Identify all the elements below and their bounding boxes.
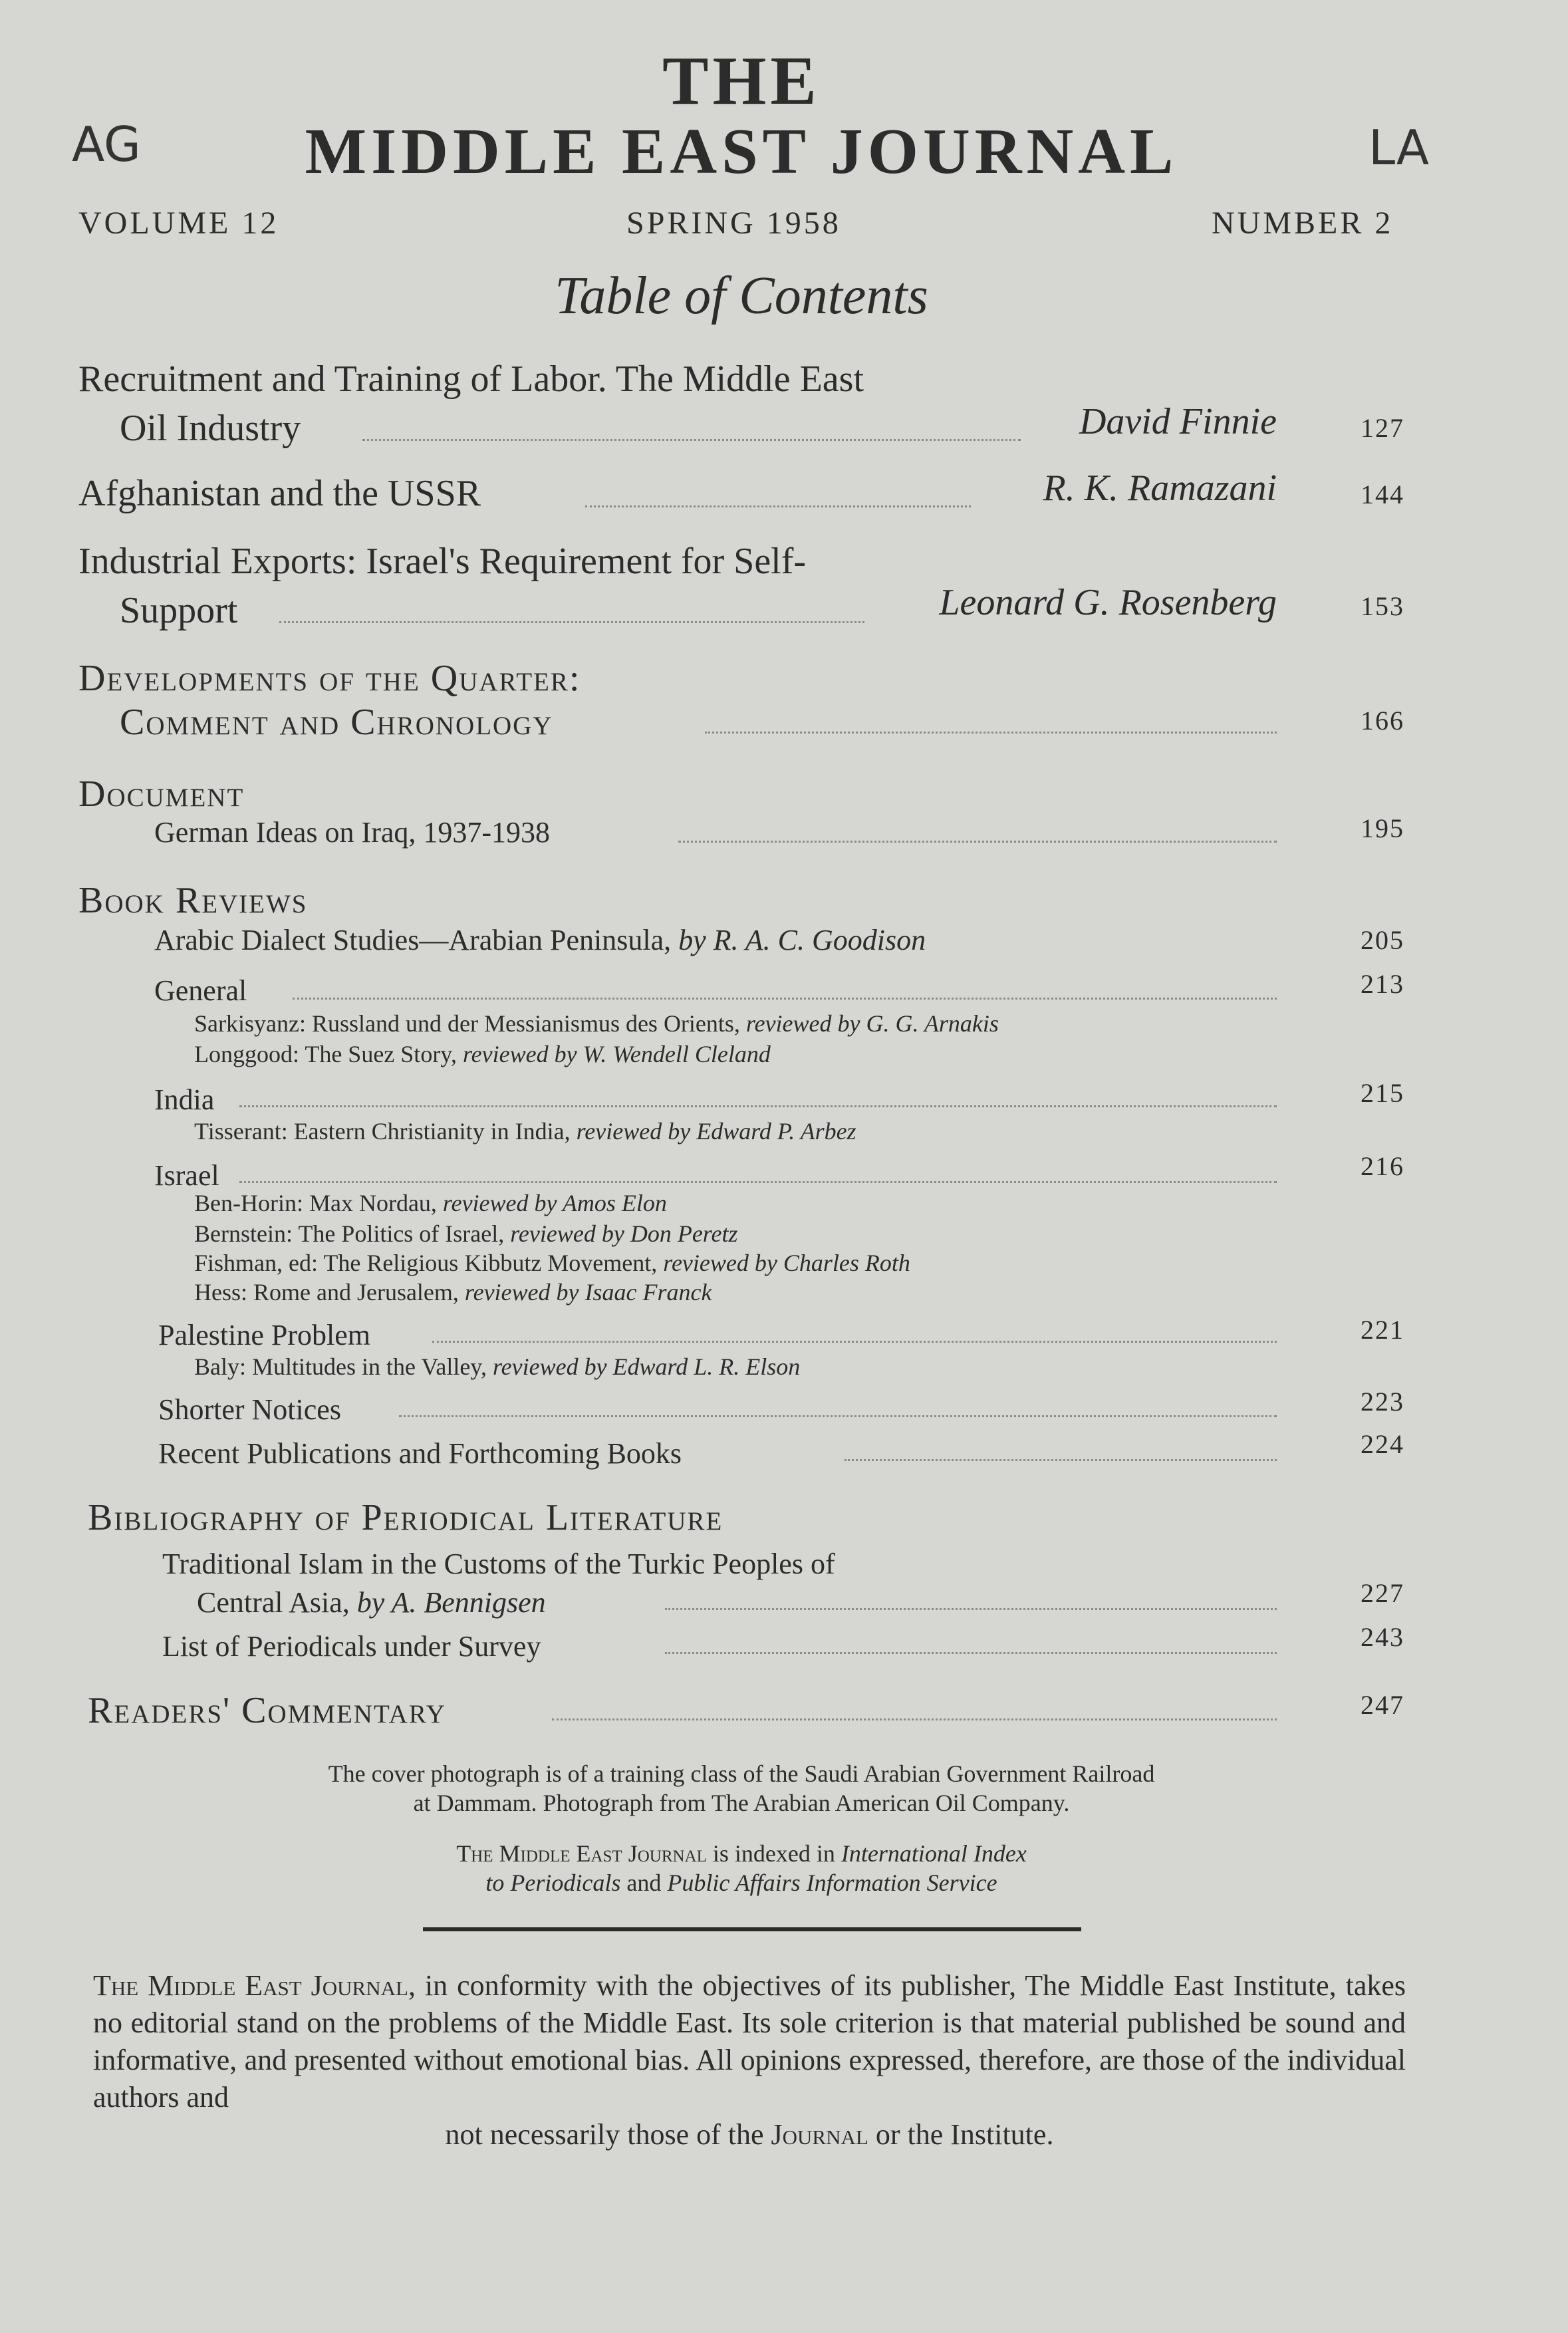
bibliography-item1-author: by A. Bennigsen <box>356 1586 546 1619</box>
reviewer: reviewed by Don Peretz <box>510 1220 738 1247</box>
article-2-title: Afghanistan and the USSR <box>78 473 481 514</box>
journal-name: The Middle East Journal <box>456 1840 707 1867</box>
india-label: India <box>154 1083 215 1116</box>
india-page: 215 <box>1361 1078 1404 1108</box>
bibliography-item1-page: 227 <box>1361 1578 1404 1608</box>
document-heading: Document <box>78 773 245 815</box>
journal-name: The Middle East Journal, <box>93 1969 416 2002</box>
bibliography-heading: Bibliography of Periodical Literature <box>88 1497 723 1538</box>
article-1-title-line1: Recruitment and Training of Labor. The Middle East <box>78 358 864 400</box>
review-text: Sarkisyanz: Russland und der Messianismus des Orients, <box>194 1010 740 1037</box>
arabic-dialect-title: Arabic Dialect Studies—Arabian Peninsula, <box>154 924 672 956</box>
leader-dots <box>705 732 1277 734</box>
review-line <box>194 1278 712 1306</box>
reviewer: reviewed by G. G. Arnakis <box>745 1010 999 1037</box>
leader-dots <box>665 1608 1277 1610</box>
document-page: 195 <box>1361 813 1404 843</box>
leader-dots <box>678 841 1277 843</box>
bibliography-item1-line1: Traditional Islam in the Customs of the Turkic Peoples of <box>162 1548 835 1580</box>
index-note-text: is indexed in <box>712 1840 835 1867</box>
developments-heading-line1: Developments of the Quarter: <box>78 658 581 699</box>
book-reviews-heading: Book Reviews <box>78 880 308 921</box>
article-1-author: David Finnie <box>1079 401 1277 442</box>
reviewer: reviewed by Charles Roth <box>663 1250 910 1276</box>
index-note-text: and <box>626 1869 662 1896</box>
masthead-the: THE <box>662 43 821 119</box>
review-line <box>194 1117 856 1145</box>
index-name: Public Affairs Information Service <box>667 1869 997 1896</box>
general-page: 213 <box>1361 969 1404 999</box>
index-name: International Index <box>841 1840 1027 1867</box>
divider-rule <box>423 1927 1081 1931</box>
leader-dots <box>239 1181 1277 1183</box>
reviewer: reviewed by Edward L. R. Elson <box>492 1353 801 1380</box>
bibliography-item1-text: Central Asia, <box>197 1586 350 1619</box>
cover-note-line2: at Dammam. Photograph from The Arabian American Oil Company. <box>413 1790 1070 1816</box>
review-text: Fishman, ed: The Religious Kibbutz Movement, <box>194 1250 658 1276</box>
editorial-policy <box>93 1967 1406 2153</box>
leader-dots <box>293 998 1277 1000</box>
toc-title: Table of Contents <box>555 267 928 325</box>
developments-heading-line2: Comment and Chronology <box>120 702 553 743</box>
readers-commentary-heading: Readers' Commentary <box>88 1690 446 1731</box>
review-text: Baly: Multitudes in the Valley, <box>194 1353 487 1380</box>
recent-publications-page: 224 <box>1361 1429 1404 1459</box>
index-note-line2 <box>0 1869 1483 1897</box>
season-label: SPRING 1958 <box>626 206 841 241</box>
article-3-title-line1: Industrial Exports: Israel's Requirement for Self- <box>78 541 807 582</box>
arabic-dialect-author: by R. A. C. Goodison <box>678 924 926 956</box>
leader-dots <box>665 1652 1277 1654</box>
number-label: NUMBER 2 <box>1212 206 1394 241</box>
israel-page: 216 <box>1361 1151 1404 1181</box>
recent-publications-label: Recent Publications and Forthcoming Books <box>158 1437 682 1470</box>
palestine-page: 221 <box>1361 1315 1404 1345</box>
review-text: Longgood: The Suez Story, <box>194 1041 457 1067</box>
review-line <box>194 1010 999 1037</box>
bibliography-item2: List of Periodicals under Survey <box>162 1630 541 1663</box>
reviewer: reviewed by W. Wendell Cleland <box>462 1041 771 1067</box>
policy-text: not necessarily those of the <box>445 2118 764 2151</box>
review-line <box>194 1220 737 1248</box>
policy-body: in conformity with the objectives of its publisher, The Middle East Institute, takes no editorial stand on the problems of the Middle East. Its sole criterion is that material published be sound and informative, and presented without emotional bias. All opinions expressed, therefore, are those of the individual authors and <box>93 1969 1406 2114</box>
leader-dots <box>399 1415 1277 1417</box>
article-1-title-line2: Oil Industry <box>120 408 301 449</box>
review-text: Tisserant: Eastern Christianity in India, <box>194 1118 571 1145</box>
policy-text: or the Institute. <box>875 2118 1054 2151</box>
reviewer: reviewed by Isaac Franck <box>464 1279 712 1305</box>
israel-label: Israel <box>154 1159 219 1192</box>
article-2-page: 144 <box>1361 480 1404 509</box>
leader-dots <box>432 1341 1277 1343</box>
review-line <box>194 1353 800 1381</box>
handwritten-mark-right: LA <box>1369 120 1430 176</box>
masthead-title: MIDDLE EAST JOURNAL <box>305 116 1178 188</box>
review-text: Bernstein: The Politics of Israel, <box>194 1220 505 1247</box>
leader-dots <box>239 1105 1277 1107</box>
article-1-page: 127 <box>1361 413 1404 443</box>
leader-dots <box>552 1718 1277 1720</box>
review-line <box>194 1040 771 1068</box>
leader-dots <box>585 505 971 507</box>
article-3-page: 153 <box>1361 591 1404 621</box>
article-3-author: Leonard G. Rosenberg <box>939 582 1277 623</box>
review-line <box>194 1249 910 1277</box>
document-item: German Ideas on Iraq, 1937-1938 <box>154 816 551 849</box>
index-note-line1 <box>0 1840 1483 1867</box>
index-name: to Periodicals <box>485 1869 621 1896</box>
arabic-dialect-entry <box>154 923 926 957</box>
palestine-label: Palestine Problem <box>158 1319 370 1351</box>
article-3-title-line2: Support <box>120 590 238 631</box>
general-label: General <box>154 974 247 1007</box>
shorter-notices-label: Shorter Notices <box>158 1393 341 1426</box>
shorter-notices-page: 223 <box>1361 1387 1404 1417</box>
readers-commentary-page: 247 <box>1361 1690 1404 1720</box>
policy-last-line <box>93 2116 1406 2153</box>
review-text: Ben-Horin: Max Nordau, <box>194 1190 437 1216</box>
leader-dots <box>845 1459 1277 1461</box>
leader-dots <box>279 621 864 623</box>
reviewer: reviewed by Edward P. Arbez <box>576 1118 856 1145</box>
developments-page: 166 <box>1361 706 1404 736</box>
bibliography-item2-page: 243 <box>1361 1622 1404 1652</box>
handwritten-mark-left: AG <box>72 116 141 172</box>
reviewer: reviewed by Amos Elon <box>442 1190 667 1216</box>
leader-dots <box>362 439 1021 441</box>
review-text: Hess: Rome and Jerusalem, <box>194 1279 459 1305</box>
arabic-dialect-page: 205 <box>1361 925 1404 955</box>
bibliography-item1-line2 <box>197 1585 546 1619</box>
article-2-author: R. K. Ramazani <box>1043 468 1277 509</box>
review-line <box>194 1189 667 1217</box>
journal-name: Journal <box>771 2118 868 2151</box>
cover-note-line1: The cover photograph is of a training class of the Saudi Arabian Government Railroad <box>328 1760 1155 1787</box>
volume-label: VOLUME 12 <box>78 206 279 241</box>
